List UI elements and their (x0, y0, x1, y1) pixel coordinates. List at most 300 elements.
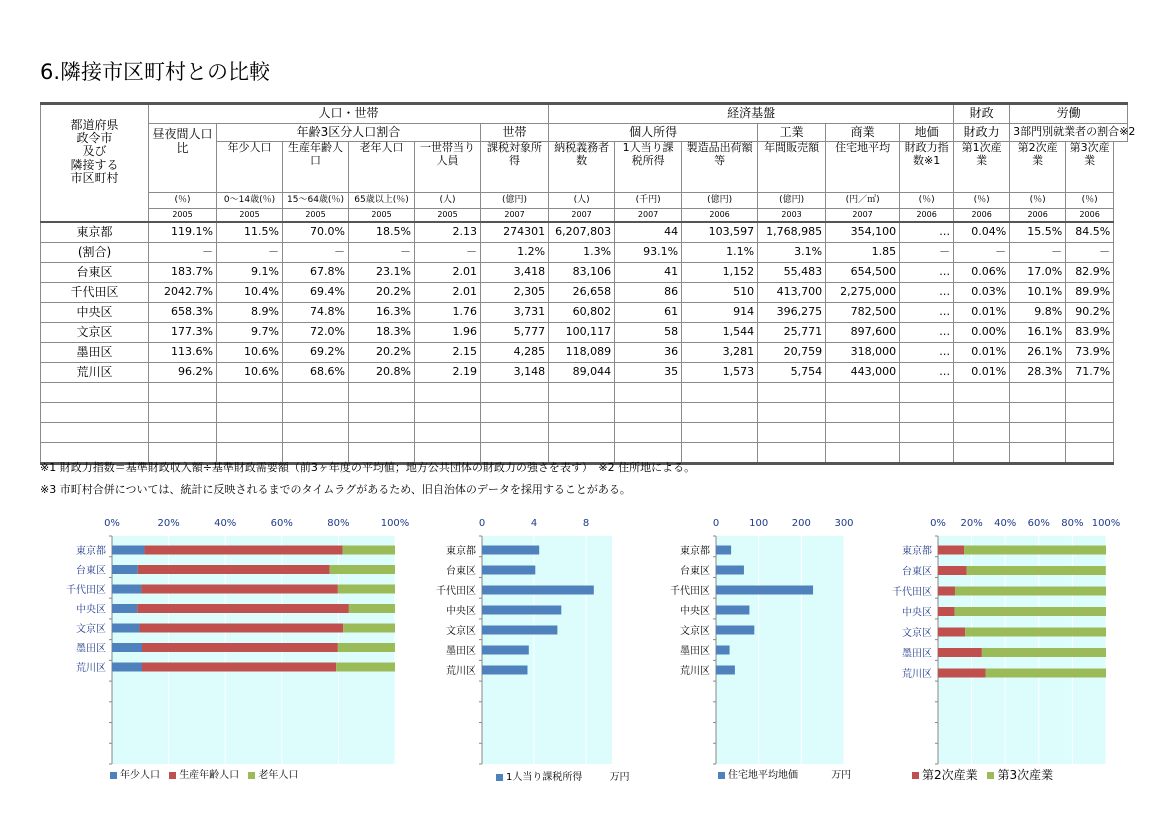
legend-swatch (248, 772, 255, 779)
empty-cell (283, 383, 349, 403)
bar (982, 648, 1106, 657)
chart-svg (430, 514, 620, 764)
legend-swatch (987, 772, 994, 779)
subgroup-fiscal: 財政力 (954, 124, 1010, 142)
table-cell: 69.4% (283, 283, 349, 303)
table-cell: 74.8% (283, 303, 349, 323)
table-cell: 44 (615, 222, 682, 243)
unit-cell: (円／㎡) (826, 193, 900, 209)
table-cell: 3.1% (758, 243, 826, 263)
bar (142, 663, 336, 672)
legend-swatch (169, 772, 176, 779)
empty-cell (481, 383, 549, 403)
row-name: (割合) (41, 243, 149, 263)
table-cell: 90.2% (1066, 303, 1114, 323)
year-cell: 2006 (682, 209, 758, 223)
tick-label: 100% (1091, 518, 1121, 529)
table-cell: 9.1% (217, 263, 283, 283)
tick-label: 4 (530, 518, 538, 529)
tick-label: 200 (791, 518, 811, 529)
legend-swatch (110, 772, 117, 779)
table-cell: … (900, 303, 954, 323)
table-cell: 782,500 (826, 303, 900, 323)
table-cell: 177.3% (149, 323, 217, 343)
table-cell: 17.0% (1010, 263, 1066, 283)
row-name: 中央区 (41, 303, 149, 323)
table-cell: 10.1% (1010, 283, 1066, 303)
table-cell: 73.9% (1066, 343, 1114, 363)
empty-cell (349, 423, 415, 443)
unit-cell: (％) (149, 193, 217, 209)
legend-swatch (718, 772, 725, 779)
table-cell: 2,275,000 (826, 283, 900, 303)
empty-cell (1010, 423, 1066, 443)
group-population: 人口・世帯 (149, 104, 549, 124)
bar (716, 586, 813, 595)
empty-cell (217, 423, 283, 443)
year-cell: 2006 (1010, 209, 1066, 223)
col-header: 第3次産業 (1066, 142, 1114, 193)
tick-label: 0% (930, 518, 946, 529)
subgroup-landprice: 地価 (900, 124, 954, 142)
table-cell: … (900, 263, 954, 283)
table-row (41, 243, 1128, 263)
category-label: 墨田区 (446, 646, 476, 657)
unit-cell: (億円) (481, 193, 549, 209)
table-cell: … (900, 343, 954, 363)
empty-cell (549, 423, 615, 443)
table-cell: － (1066, 243, 1114, 263)
col-header: 課税対象所得 (481, 142, 549, 193)
bar (967, 566, 1106, 575)
table-cell: 1.96 (415, 323, 481, 343)
bar (137, 604, 349, 613)
tick-label: 80% (1061, 518, 1084, 529)
table-cell: 28.3% (1010, 363, 1066, 383)
table-cell: 1.2% (481, 243, 549, 263)
table-cell: 1.76 (415, 303, 481, 323)
page-title: 6.隣接市区町村との比較 (40, 60, 271, 84)
bar (938, 546, 964, 555)
empty-cell (615, 423, 682, 443)
bar (938, 587, 955, 596)
tick-label: 60% (1027, 518, 1050, 529)
empty-cell (549, 383, 615, 403)
category-label: 千代田区 (436, 586, 476, 597)
unit-cell: 0～14歳(％) (217, 193, 283, 209)
table-cell: 3,281 (682, 343, 758, 363)
table-cell: － (900, 243, 954, 263)
unit-cell: (億円) (758, 193, 826, 209)
empty-cell (1066, 403, 1114, 423)
year-cell: 2007 (549, 209, 615, 223)
empty-cell (349, 383, 415, 403)
chart-svg (60, 514, 410, 764)
table-cell: 26.1% (1010, 343, 1066, 363)
table-cell: 84.5% (1066, 222, 1114, 243)
bar (716, 646, 730, 655)
table-cell: 68.6% (283, 363, 349, 383)
table-cell: 0.03% (954, 283, 1010, 303)
bar (138, 565, 330, 574)
table-cell: 82.9% (1066, 263, 1114, 283)
table-cell: 10.4% (217, 283, 283, 303)
category-label: 台東区 (76, 565, 106, 577)
table-cell: － (283, 243, 349, 263)
unit-cell: (％) (900, 193, 954, 209)
bar (716, 566, 744, 575)
table-cell: 10.6% (217, 363, 283, 383)
table-cell: 396,275 (758, 303, 826, 323)
table-cell: 2042.7% (149, 283, 217, 303)
empty-cell (41, 403, 149, 423)
category-label: 荒川区 (680, 666, 710, 677)
year-cell: 2005 (217, 209, 283, 223)
empty-cell (217, 403, 283, 423)
tick-label: 20% (960, 518, 983, 529)
bar (482, 626, 557, 635)
empty-row (41, 423, 1128, 443)
category-label: 台東区 (680, 566, 710, 577)
table-cell: 35 (615, 363, 682, 383)
unit-cell: 65歳以上(％) (349, 193, 415, 209)
empty-cell (615, 383, 682, 403)
legend-landprice: 住宅地平均地価 万円 (712, 766, 851, 781)
bar (112, 604, 137, 613)
legend-industry: 第2次産業 第3次産業 (912, 766, 1053, 783)
table-cell: 20.2% (349, 343, 415, 363)
table-cell: 0.01% (954, 363, 1010, 383)
table-cell: 1,573 (682, 363, 758, 383)
table-cell: 413,700 (758, 283, 826, 303)
land-price-chart (664, 514, 854, 764)
subgroup-household: 世帯 (481, 124, 549, 142)
year-cell: 2005 (415, 209, 481, 223)
category-label: 千代田区 (66, 585, 106, 596)
empty-cell (826, 403, 900, 423)
unit-cell: (億円) (682, 193, 758, 209)
table-cell: 897,600 (826, 323, 900, 343)
table-row (41, 283, 1128, 303)
bar (141, 585, 337, 594)
category-label: 台東区 (446, 566, 476, 577)
col-header: 納税義務者数 (549, 142, 615, 193)
unit-cell: (人) (549, 193, 615, 209)
empty-cell (900, 403, 954, 423)
category-label: 墨田区 (902, 648, 932, 660)
empty-cell (1066, 423, 1114, 443)
table-cell: 5,777 (481, 323, 549, 343)
table-cell: 8.9% (217, 303, 283, 323)
table-cell: 1.85 (826, 243, 900, 263)
table-cell: 6,207,803 (549, 222, 615, 243)
age-structure-chart (60, 514, 410, 764)
tick-label: 60% (270, 518, 293, 529)
empty-cell (682, 423, 758, 443)
table-cell: 658.3% (149, 303, 217, 323)
table-cell: － (149, 243, 217, 263)
table-cell: 1,152 (682, 263, 758, 283)
empty-cell (415, 423, 481, 443)
unit-cell: (％) (1066, 193, 1114, 209)
category-label: 荒川区 (446, 666, 476, 677)
table-cell: 25,771 (758, 323, 826, 343)
group-economy: 経済基盤 (549, 104, 954, 124)
col-header: 老年人口 (349, 142, 415, 193)
table-cell: 103,597 (682, 222, 758, 243)
table-cell: 0.00% (954, 323, 1010, 343)
table-cell: 89,044 (549, 363, 615, 383)
category-label: 中央区 (902, 607, 932, 619)
empty-cell (758, 443, 826, 464)
empty-cell (900, 443, 954, 464)
empty-cell (954, 403, 1010, 423)
table-cell: 36 (615, 343, 682, 363)
table-cell: 18.3% (349, 323, 415, 343)
subgroup-commerce: 商業 (826, 124, 900, 142)
bar (482, 666, 528, 675)
chart-svg (886, 514, 1121, 764)
table-cell: 1,768,985 (758, 222, 826, 243)
table-cell: 3,148 (481, 363, 549, 383)
year-cell: 2007 (826, 209, 900, 223)
empty-cell (1066, 383, 1114, 403)
table-cell: … (900, 363, 954, 383)
bar (482, 566, 535, 575)
empty-row (41, 383, 1128, 403)
table-cell: 67.8% (283, 263, 349, 283)
bar (112, 585, 141, 594)
row-name: 台東区 (41, 263, 149, 283)
table-cell: 72.0% (283, 323, 349, 343)
bar (112, 546, 145, 555)
empty-cell (149, 383, 217, 403)
group-finance: 財政 (954, 104, 1010, 124)
empty-cell (1010, 383, 1066, 403)
bar (965, 628, 1106, 637)
empty-cell (954, 383, 1010, 403)
category-label: 台東区 (902, 566, 932, 578)
table-cell: 118,089 (549, 343, 615, 363)
empty-cell (758, 403, 826, 423)
category-label: 荒川区 (902, 669, 932, 680)
table-row (41, 303, 1128, 323)
category-label: 文京区 (76, 624, 106, 635)
legend-income: 1人当り課税所得 万円 (490, 768, 630, 783)
bar (482, 586, 594, 595)
table-cell: … (900, 222, 954, 243)
empty-cell (682, 383, 758, 403)
category-label: 東京都 (76, 546, 106, 557)
table-cell: 183.7% (149, 263, 217, 283)
table-cell: 4,285 (481, 343, 549, 363)
col-header: 第2次産業 (1010, 142, 1066, 193)
empty-cell (758, 423, 826, 443)
empty-cell (283, 423, 349, 443)
table-cell: 41 (615, 263, 682, 283)
col-header: 年間販売額 (758, 142, 826, 193)
table-cell: 20.8% (349, 363, 415, 383)
subgroup-age3: 年齢3区分人口割合 (217, 124, 481, 142)
bar (986, 669, 1106, 678)
category-label: 東京都 (902, 546, 932, 557)
year-cell: 2006 (954, 209, 1010, 223)
table-cell: 2.01 (415, 283, 481, 303)
table-cell: … (900, 283, 954, 303)
table-cell: 58 (615, 323, 682, 343)
table-cell: 2.19 (415, 363, 481, 383)
col-header: 製造品出荷額等 (682, 142, 758, 193)
table-cell: 83.9% (1066, 323, 1114, 343)
table-cell: 2.15 (415, 343, 481, 363)
empty-cell (826, 443, 900, 464)
empty-cell (415, 403, 481, 423)
unit-cell: (人) (415, 193, 481, 209)
subgroup-daynight: 昼夜間人口比 (149, 124, 217, 193)
table-cell: 89.9% (1066, 283, 1114, 303)
row-name: 墨田区 (41, 343, 149, 363)
unit-cell: 15～64歳(％) (283, 193, 349, 209)
unit-cell: (千円) (615, 193, 682, 209)
table-cell: 1,544 (682, 323, 758, 343)
table-cell: 3,418 (481, 263, 549, 283)
unit-cell: (％) (954, 193, 1010, 209)
tick-label: 100% (380, 518, 410, 529)
row-name: 東京都 (41, 222, 149, 243)
table-cell: 26,658 (549, 283, 615, 303)
table-cell: － (1010, 243, 1066, 263)
subgroup-workers: 3部門別就業者の割合※2 (1010, 124, 1128, 142)
bar (716, 606, 749, 615)
table-cell: 55,483 (758, 263, 826, 283)
category-label: 中央区 (76, 604, 106, 616)
year-cell: 2007 (481, 209, 549, 223)
empty-cell (41, 383, 149, 403)
empty-cell (682, 403, 758, 423)
table-cell: 5,754 (758, 363, 826, 383)
table-cell: 15.5% (1010, 222, 1066, 243)
category-label: 千代田区 (670, 586, 710, 597)
table-cell: 100,117 (549, 323, 615, 343)
category-label: 中央区 (446, 606, 476, 617)
year-cell: 2006 (1066, 209, 1114, 223)
category-label: 文京区 (680, 626, 710, 637)
bar (343, 624, 395, 633)
empty-cell (826, 423, 900, 443)
unit-cell: (％) (1010, 193, 1066, 209)
table-cell: 113.6% (149, 343, 217, 363)
year-cell: 2005 (349, 209, 415, 223)
table-row (41, 323, 1128, 343)
table-cell: 1.1% (682, 243, 758, 263)
empty-cell (217, 383, 283, 403)
empty-cell (283, 403, 349, 423)
bar (938, 566, 967, 575)
category-label: 東京都 (446, 546, 476, 557)
table-cell: 0.01% (954, 343, 1010, 363)
year-cell: 2007 (615, 209, 682, 223)
note-3: ※3 市町村合併については、統計に反映されるまでのタイムラグがあるため、旧自治体のデータを採用することがある。 (40, 483, 631, 496)
tick-label: 80% (327, 518, 350, 529)
row-name: 文京区 (41, 323, 149, 343)
tick-label: 40% (994, 518, 1017, 529)
empty-cell (481, 403, 549, 423)
subgroup-industry: 工業 (758, 124, 826, 142)
empty-cell (415, 383, 481, 403)
chart-svg (664, 514, 854, 764)
legend-age: 年少人口 生産年齢人口 老年人口 (110, 766, 298, 781)
table-cell: － (415, 243, 481, 263)
table-cell: 510 (682, 283, 758, 303)
table-row (41, 343, 1128, 363)
table-cell: － (349, 243, 415, 263)
bar (112, 643, 142, 652)
income-per-capita-chart (430, 514, 620, 764)
bar (112, 624, 139, 633)
tick-label: 0% (104, 518, 120, 529)
tick-label: 300 (834, 518, 854, 529)
table-cell: 0.04% (954, 222, 1010, 243)
bar (955, 587, 1106, 596)
bar (938, 648, 982, 657)
table-cell: 11.5% (217, 222, 283, 243)
table-row (41, 263, 1128, 283)
table-cell: 23.1% (349, 263, 415, 283)
table-cell: 2.13 (415, 222, 481, 243)
table-cell: 20,759 (758, 343, 826, 363)
table-cell: 86 (615, 283, 682, 303)
empty-cell (349, 403, 415, 423)
empty-cell (954, 423, 1010, 443)
table-cell: 18.5% (349, 222, 415, 243)
empty-cell (615, 403, 682, 423)
table-cell: 0.06% (954, 263, 1010, 283)
tick-label: 0 (478, 518, 486, 529)
bar (938, 607, 954, 616)
bar (330, 565, 395, 574)
table-cell: － (954, 243, 1010, 263)
table-cell: 20.2% (349, 283, 415, 303)
bar (482, 646, 529, 655)
table-cell: 9.7% (217, 323, 283, 343)
empty-cell (149, 403, 217, 423)
table-cell: 2.01 (415, 263, 481, 283)
row-label-header: 都道府県 政令市 及び 隣接する 市区町村 (41, 104, 149, 223)
tick-label: 20% (157, 518, 180, 529)
year-cell: 2005 (149, 209, 217, 223)
empty-cell (758, 383, 826, 403)
table-cell: 83,106 (549, 263, 615, 283)
empty-cell (900, 423, 954, 443)
legend-swatch (912, 772, 919, 779)
table-cell: 274301 (481, 222, 549, 243)
bar (142, 643, 338, 652)
col-header: 住宅地平均 (826, 142, 900, 193)
category-label: 中央区 (680, 606, 710, 617)
col-header: 1人当り課税所得 (615, 142, 682, 193)
year-cell: 2003 (758, 209, 826, 223)
empty-cell (1010, 403, 1066, 423)
bar (336, 663, 395, 672)
subgroup-income: 個人所得 (549, 124, 758, 142)
table-cell: 443,000 (826, 363, 900, 383)
table-cell: 119.1% (149, 222, 217, 243)
category-label: 墨田区 (76, 643, 106, 655)
year-cell: 2006 (900, 209, 954, 223)
empty-cell (481, 423, 549, 443)
bar (954, 607, 1106, 616)
table-cell: 654,500 (826, 263, 900, 283)
